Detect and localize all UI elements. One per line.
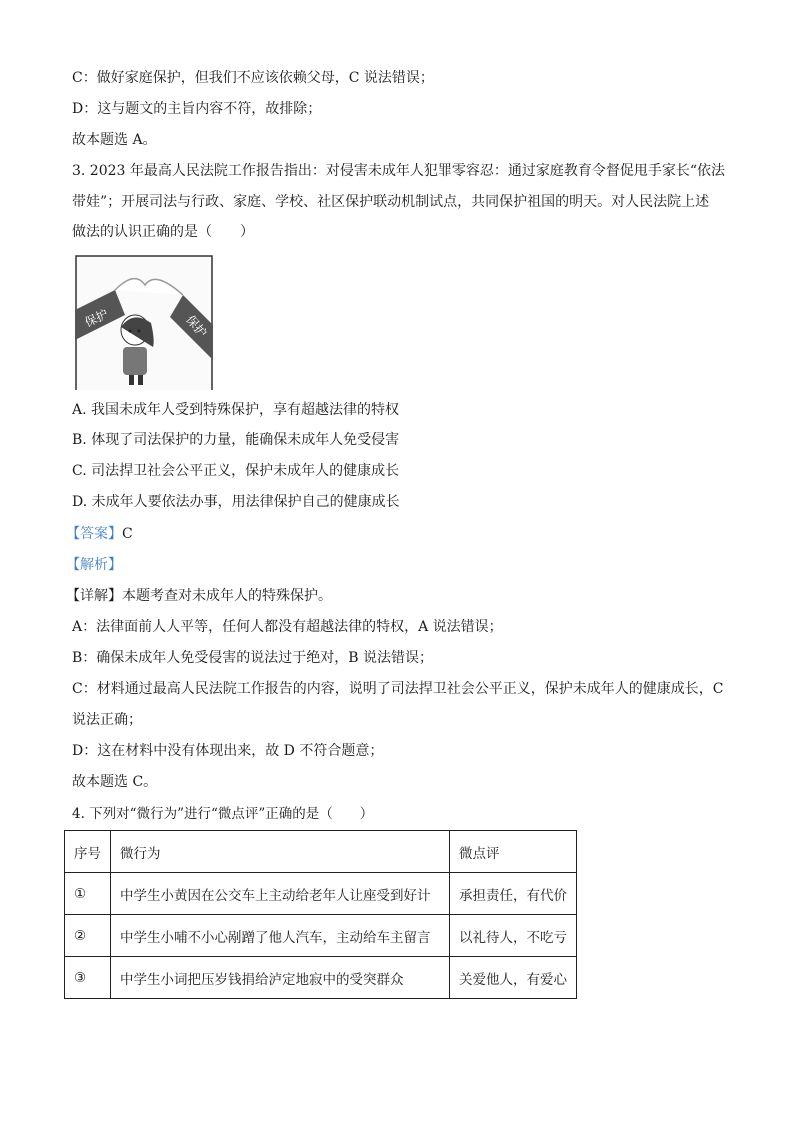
row-review: 关爱他人，有爱心 — [450, 957, 577, 999]
prev-explanation-d: D：这与题文的主旨内容不符，故排除； — [72, 101, 322, 117]
option-d: D. 未成年人要依法办事，用法律保护自己的健康成长 — [72, 494, 400, 510]
analysis-label: 【解析】 — [66, 557, 122, 573]
row-behavior: 中学生小词把压岁钱捐给泸定地寂中的受突群众 — [111, 957, 450, 999]
q3-stem-line-1: 3. 2023 年最高人民法院工作报告指出：对侵害未成年人犯罪零容忍：通过家庭教育令督促甩手家长“依法 — [72, 163, 726, 179]
behavior-review-table — [64, 830, 577, 999]
q3-conclusion: 故本题选 C。 — [72, 774, 158, 790]
answer-value: C — [122, 526, 133, 542]
option-a: A. 我国未成年人受到特殊保护，享有超越法律的特权 — [72, 402, 400, 418]
explanation-b: B：确保未成年人免受侵害的说法过于绝对，B 说法错误； — [72, 650, 434, 666]
protection-illustration — [75, 255, 213, 390]
answer-label: 【答案】 — [66, 526, 122, 542]
explanation-d: D：这在材料中没有体现出来，故 D 不符合题意； — [72, 743, 384, 759]
row-behavior: 中学生小哺不小心剐蹭了他人汽车，主动给车主留言 — [111, 915, 450, 957]
svg-text:保护: 保护 — [183, 312, 210, 340]
table-row — [65, 957, 577, 999]
prev-conclusion: 故本题选 A。 — [72, 132, 157, 148]
header-behavior: 微行为 — [111, 831, 450, 873]
table-row — [65, 873, 577, 915]
row-index: ③ — [65, 957, 111, 999]
header-review: 微点评 — [450, 831, 577, 873]
explanation-c-cont: 说法正确； — [72, 712, 142, 728]
q3-stem-line-3: 做法的认识正确的是（ ） — [72, 224, 254, 240]
option-b: B. 体现了司法保护的力量，能确保未成年人免受侵害 — [72, 432, 400, 448]
row-behavior: 中学生小黄因在公交车上主动给老年人让座受到好计 — [111, 873, 450, 915]
header-index: 序号 — [65, 831, 111, 873]
q3-stem-line-2: 带娃”；开展司法与行政、家庭、学校、社区保护联动机制试点，共同保护祖国的明天。对人民法院上述 — [72, 194, 710, 210]
option-c: C. 司法捍卫社会公平正义，保护未成年人的健康成长 — [72, 463, 400, 479]
q4-stem: 4. 下列对“微行为”进行“微点评”正确的是（ ） — [72, 806, 374, 822]
detail-line: 【详解】本题考查对未成年人的特殊保护。 — [66, 588, 332, 604]
row-index: ② — [65, 915, 111, 957]
explanation-a: A：法律面前人人平等，任何人都没有超越法律的特权，A 说法错误； — [72, 619, 503, 635]
table-row — [65, 915, 577, 957]
row-index: ① — [65, 873, 111, 915]
svg-text:保护: 保护 — [82, 306, 111, 330]
prev-explanation-c: C：做好家庭保护，但我们不应该依赖父母，C 说法错误； — [72, 70, 434, 86]
row-review: 以礼待人，不吃亏 — [450, 915, 577, 957]
answer-line — [66, 525, 133, 543]
explanation-c: C：材料通过最高人民法院工作报告的内容，说明了司法捍卫社会公平正义，保护未成年人的健康成长，C — [72, 681, 724, 697]
table-header-row — [65, 831, 577, 873]
row-review: 承担责任，有代价 — [450, 873, 577, 915]
